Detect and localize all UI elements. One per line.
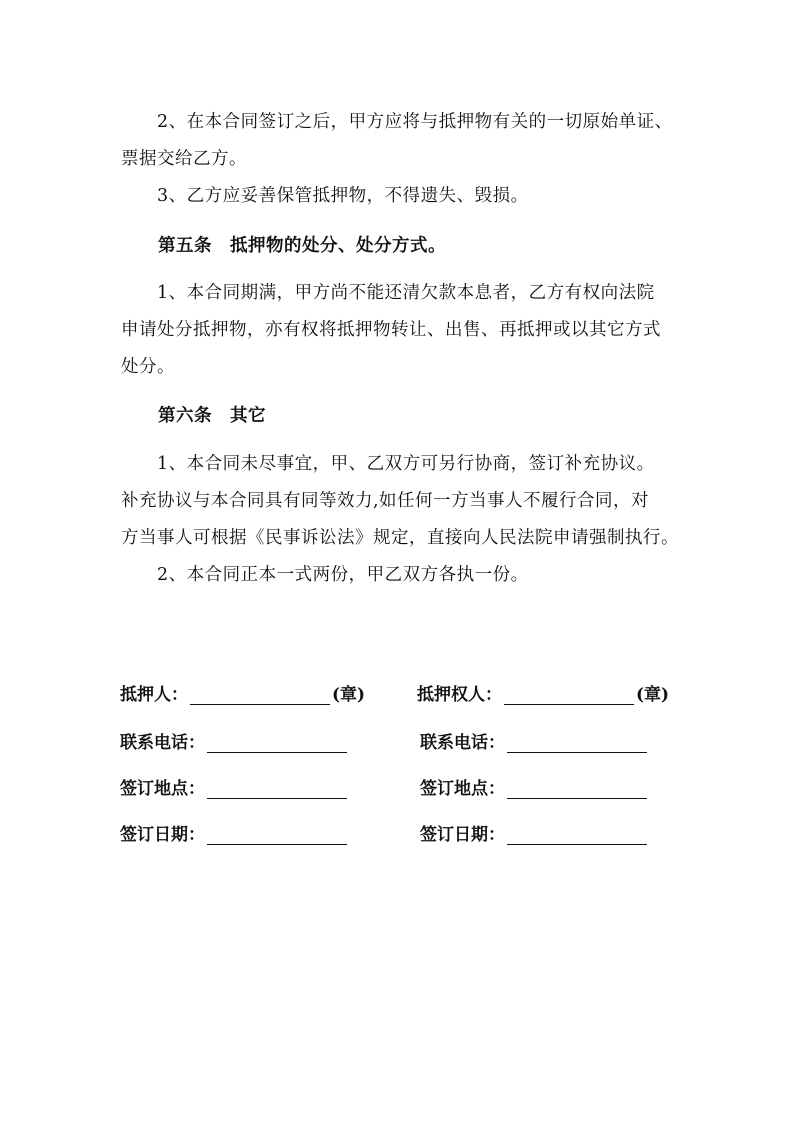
article-5-heading — [158, 232, 446, 257]
clause-4-item-2-line-2: 票据交给乙方。 — [121, 149, 247, 169]
mortgagor-place-line[interactable] — [207, 781, 347, 799]
mortgagee-date-line[interactable] — [507, 827, 647, 845]
mortgagor-place-label: 签订地点： — [120, 779, 205, 799]
mortgagor-phone-row — [120, 728, 349, 753]
mortgagor-signature-line[interactable] — [190, 687, 330, 705]
article-5-item-1-line-1: 1、本合同期满，甲方尚不能还清欠款本息者，乙方有权向法院 — [157, 283, 655, 303]
mortgagor-phone-label: 联系电话： — [120, 733, 205, 753]
mortgagee-label: 抵押权人： — [417, 685, 502, 705]
mortgagee-date-row — [420, 820, 649, 845]
article-5-number: 第五条 — [158, 236, 212, 256]
mortgagee-place-line[interactable] — [507, 781, 647, 799]
mortgagor-place-row — [120, 774, 349, 799]
mortgagee-phone-label: 联系电话： — [420, 733, 505, 753]
article-5-item-1-line-2: 申请处分抵押物，亦有权将抵押物转让、出售、再抵押或以其它方式 — [121, 320, 661, 340]
mortgagee-place-row — [420, 774, 649, 799]
mortgagor-date-label: 签订日期： — [120, 825, 205, 845]
mortgagee-seal-label: (章) — [636, 685, 670, 705]
mortgagor-date-line[interactable] — [207, 827, 347, 845]
mortgagee-signature-line[interactable] — [504, 687, 634, 705]
mortgagee-phone-row — [420, 728, 649, 753]
mortgagor-signature-row — [120, 680, 365, 705]
mortgagee-signature-row — [417, 680, 669, 705]
mortgagor-phone-line[interactable] — [207, 735, 347, 753]
mortgagor-label: 抵押人： — [120, 685, 188, 705]
mortgagee-date-label: 签订日期： — [420, 825, 505, 845]
article-5-title: 抵押物的处分、处分方式。 — [230, 236, 446, 256]
clause-4-item-3: 3、乙方应妥善保管抵押物，不得遗失、毁损。 — [157, 186, 529, 206]
mortgagor-date-row — [120, 820, 349, 845]
mortgagor-seal-label: (章) — [332, 685, 366, 705]
mortgagee-place-label: 签订地点： — [420, 779, 505, 799]
article-5-item-1-line-3: 处分。 — [121, 357, 175, 377]
article-6-item-1-line-1: 1、本合同未尽事宜，甲、乙双方可另行协商，签订补充协议。 — [157, 454, 655, 474]
mortgagee-phone-line[interactable] — [507, 735, 647, 753]
article-6-item-1-line-2: 补充协议与本合同具有同等效力,如任何一方当事人不履行合同，对 — [121, 491, 650, 511]
article-6-number: 第六条 — [158, 406, 212, 426]
article-6-item-2: 2、本合同正本一式两份，甲乙双方各执一份。 — [157, 565, 529, 585]
article-6-item-1-line-3: 方当事人可根据《民事诉讼法》规定，直接向人民法院申请强制执行。 — [121, 528, 679, 548]
article-6-title: 其它 — [230, 406, 266, 426]
article-6-heading — [158, 402, 266, 427]
clause-4-item-2-line-1: 2、在本合同签订之后，甲方应将与抵押物有关的一切原始单证、 — [157, 112, 673, 132]
